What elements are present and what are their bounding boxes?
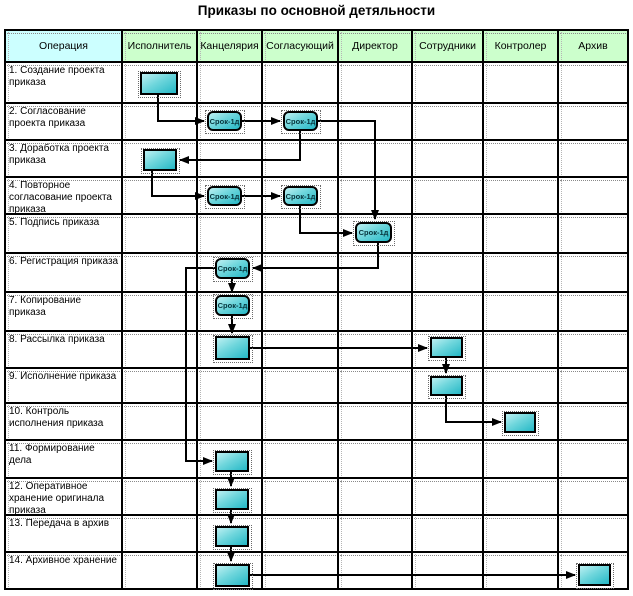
grid-cell	[559, 516, 629, 553]
row-label-cell	[6, 104, 123, 141]
row-label-cell	[6, 404, 123, 441]
shape-step2-sogl	[283, 111, 318, 131]
shape-step10	[504, 412, 536, 433]
row-label: 12. Оперативное хранение оригинала приказа	[9, 481, 105, 516]
grid-cell	[263, 441, 339, 479]
shape-label: Срок-1д	[358, 228, 389, 237]
grid-cell	[339, 63, 413, 104]
header-label: Согласующий	[266, 40, 334, 52]
grid-cell	[484, 215, 559, 254]
shape-label: Срок-1д	[285, 191, 316, 201]
page-title: Приказы по основной детяльности	[197, 3, 436, 18]
grid-cell	[339, 332, 413, 369]
grid-cell	[559, 441, 629, 479]
grid-cell	[263, 254, 339, 293]
shape-step7	[215, 295, 250, 316]
header-cell-5	[413, 31, 484, 63]
grid-cell	[484, 369, 559, 404]
header-cell-7	[559, 31, 629, 63]
header-label: Исполнитель	[127, 40, 192, 52]
grid-cell	[123, 215, 198, 254]
grid-cell	[413, 63, 484, 104]
grid-cell	[339, 369, 413, 404]
grid-cell	[413, 141, 484, 178]
grid-cell	[484, 178, 559, 215]
grid-cell	[123, 332, 198, 369]
row-label-cell	[6, 332, 123, 369]
row-label-cell	[6, 254, 123, 293]
grid-cell	[413, 104, 484, 141]
grid-cell	[263, 141, 339, 178]
grid-cell	[198, 369, 263, 404]
row-label: 6. Регистрация приказа	[9, 256, 119, 267]
header-label: Канцелярия	[200, 40, 259, 52]
grid-cell	[123, 479, 198, 516]
row-label: 2. Согласование проекта приказа	[9, 106, 86, 129]
grid-cell	[263, 215, 339, 254]
shape-step13	[215, 526, 249, 547]
grid-cell	[559, 141, 629, 178]
header-cell-4	[339, 31, 413, 63]
grid-cell	[559, 332, 629, 369]
grid-cell	[484, 293, 559, 332]
grid-cell	[484, 104, 559, 141]
grid-cell	[123, 553, 198, 590]
row-label: 14. Архивное хранение	[9, 555, 117, 566]
header-cell-0	[6, 31, 123, 63]
grid-cell	[123, 178, 198, 215]
row-label-cell	[6, 63, 123, 104]
header-label: Сотрудники	[419, 40, 476, 52]
header-label: Директор	[352, 40, 398, 52]
grid-cell	[198, 215, 263, 254]
grid-cell	[263, 63, 339, 104]
grid-cell	[198, 404, 263, 441]
grid-cell	[263, 516, 339, 553]
shape-step4-sogl	[283, 186, 318, 206]
grid-cell	[263, 404, 339, 441]
row-label-cell	[6, 516, 123, 553]
shape-label: Срок-1д	[217, 264, 248, 273]
grid-cell	[413, 254, 484, 293]
shape-step2-kanc	[207, 111, 242, 131]
grid-cell	[339, 178, 413, 215]
shape-step11	[215, 451, 249, 472]
shape-step4-kanc	[207, 186, 242, 206]
grid-cell	[559, 479, 629, 516]
row-label: 3. Доработка проекта приказа	[9, 143, 109, 166]
header-cell-3	[263, 31, 339, 63]
grid-cell	[339, 293, 413, 332]
row-label: 4. Повторное согласование проекта приказа	[9, 180, 112, 215]
shape-step5	[355, 222, 392, 243]
row-label-cell	[6, 369, 123, 404]
grid-cell	[123, 254, 198, 293]
grid-cell	[484, 479, 559, 516]
grid-cell	[413, 404, 484, 441]
grid-cell	[413, 215, 484, 254]
grid-cell	[263, 369, 339, 404]
grid-cell	[339, 404, 413, 441]
row-label-cell	[6, 441, 123, 479]
shape-label: Срок-1д	[285, 116, 316, 126]
grid-cell	[123, 369, 198, 404]
grid-cell	[559, 404, 629, 441]
row-label: 7. Копирование приказа	[9, 295, 82, 318]
grid-cell	[339, 553, 413, 590]
row-label-cell	[6, 215, 123, 254]
row-label: 9. Исполнение приказа	[9, 371, 117, 382]
grid-cell	[484, 516, 559, 553]
shape-step8-sotr	[430, 337, 463, 358]
grid-cell	[263, 553, 339, 590]
grid-cell	[559, 215, 629, 254]
grid-cell	[559, 293, 629, 332]
grid-cell	[339, 141, 413, 178]
header-cell-6	[484, 31, 559, 63]
row-label-cell	[6, 141, 123, 178]
row-label-cell	[6, 178, 123, 215]
shape-label: Срок-1д	[209, 116, 240, 126]
grid-cell	[339, 516, 413, 553]
row-label: 13. Передача в архив	[9, 518, 110, 529]
grid-cell	[413, 479, 484, 516]
shape-step14-kanc	[215, 564, 250, 587]
grid-cell	[339, 254, 413, 293]
grid-cell	[559, 104, 629, 141]
grid-cell	[484, 553, 559, 590]
header-cell-2	[198, 31, 263, 63]
grid-cell	[123, 293, 198, 332]
grid-cell	[339, 441, 413, 479]
header-label: Контролер	[494, 40, 547, 52]
grid-cell	[263, 479, 339, 516]
shape-label: Срок-1д	[209, 191, 240, 201]
grid-cell	[413, 441, 484, 479]
grid-cell	[123, 441, 198, 479]
shape-step8-kanc	[215, 336, 250, 360]
grid-cell	[559, 369, 629, 404]
grid-cell	[263, 332, 339, 369]
row-label-cell	[6, 479, 123, 516]
shape-step14-arch	[578, 564, 611, 586]
grid-cell	[484, 254, 559, 293]
row-label: 11. Формирование дела	[9, 443, 95, 466]
grid-cell	[484, 141, 559, 178]
header-cell-1	[123, 31, 198, 63]
row-label-cell	[6, 553, 123, 590]
shape-step1	[140, 72, 178, 95]
grid-cell	[413, 293, 484, 332]
header-label: Операция	[39, 40, 88, 52]
grid-cell	[559, 178, 629, 215]
grid-cell	[484, 63, 559, 104]
shape-step12	[215, 489, 249, 510]
row-label: 1. Создание проекта приказа	[9, 65, 105, 88]
shape-step6	[215, 258, 250, 279]
grid-cell	[484, 441, 559, 479]
grid-cell	[123, 516, 198, 553]
grid-cell	[413, 516, 484, 553]
row-label: 8. Рассылка приказа	[9, 334, 105, 345]
header-label: Архив	[578, 40, 608, 52]
grid-cell	[339, 104, 413, 141]
grid-cell	[339, 479, 413, 516]
shape-label: Срок-1д	[217, 301, 248, 310]
grid-cell	[263, 293, 339, 332]
row-label-cell	[6, 293, 123, 332]
row-label: 10. Контроль исполнения приказа	[9, 406, 104, 429]
grid-cell	[484, 332, 559, 369]
shape-step9	[430, 376, 463, 396]
grid-cell	[123, 404, 198, 441]
grid-cell	[413, 553, 484, 590]
grid-cell	[559, 254, 629, 293]
grid-cell	[198, 141, 263, 178]
grid-cell	[413, 178, 484, 215]
grid-cell	[559, 63, 629, 104]
row-label: 5. Подпись приказа	[9, 217, 100, 228]
grid-cell	[123, 104, 198, 141]
grid-cell	[198, 63, 263, 104]
shape-step3	[143, 149, 177, 171]
